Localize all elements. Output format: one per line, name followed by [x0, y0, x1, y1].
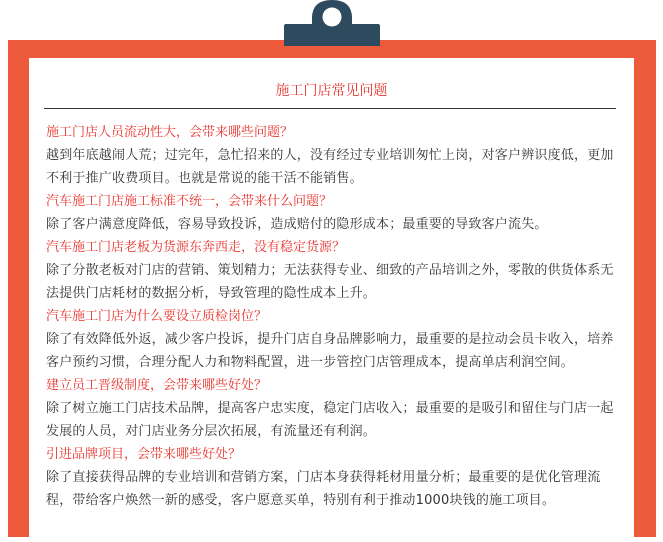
content-panel: [29, 58, 634, 542]
hanger-hole: [323, 8, 342, 27]
faq-answer: 除了分散老板对门店的营销、策划精力；无法获得专业、细致的产品培训之外，零散的供货体系无法提供门店耗材的数据分析，导致管理的隐性成本上升。: [46, 263, 614, 301]
faq-answer: 越到年底越闹人荒；过完年，急忙招来的人，没有经过专业培训匆忙上岗，对客户辨识度低，更加不利于推广收费项目。也就是常说的能干活不能销售。: [46, 148, 614, 186]
faq-answer: 除了直接获得品牌的专业培训和营销方案，门店本身获得耗材用量分析；最重要的是优化管理流程，带给客户焕然一新的感受，客户愿意买单，特别有利于推动1000块钱的施工项目。: [46, 470, 601, 508]
faq-question: 汽车施工门店为什么要设立质检岗位？: [46, 309, 268, 324]
faq-item: [46, 236, 621, 305]
faq-question: 施工门店人员流动性大，会带来哪些问题？: [46, 125, 294, 140]
faq-item: [46, 190, 621, 236]
faq-answer: 除了树立施工门店技术品牌，提高客户忠实度，稳定门店收入；最重要的是吸引和留住与门店一起发展的人员，对门店业务分层次拓展，有流量还有利润。: [46, 401, 614, 439]
faq-item: [46, 305, 621, 374]
page-title: 施工门店常见问题: [275, 83, 388, 99]
faq-question: 汽车施工门店施工标准不统一，会带来什么问题？: [46, 194, 333, 209]
faq-answer: 除了有效降低外返，减少客户投诉，提升门店自身品牌影响力，最重要的是拉动会员卡收入，培养客户预约习惯，合理分配人力和物料配置，进一步管控门店管理成本，提高单店利润空间。: [46, 332, 614, 370]
faq-question: 汽车施工门店老板为货源东奔西走，没有稳定货源？: [46, 240, 346, 255]
faq-answer: 除了客户满意度降低，容易导致投诉，造成赔付的隐形成本；最重要的导致客户流失。: [46, 217, 548, 232]
faq-item: [46, 121, 621, 190]
faq-question: 引进品牌项目，会带来哪些好处？: [46, 447, 242, 462]
hanger-tab: [284, 0, 380, 46]
faq-item: [46, 443, 621, 512]
faq-list: [46, 121, 621, 512]
faq-question: 建立员工晋级制度，会带来哪些好处？: [46, 378, 268, 393]
faq-item: [46, 374, 621, 443]
title-divider: [44, 108, 616, 109]
